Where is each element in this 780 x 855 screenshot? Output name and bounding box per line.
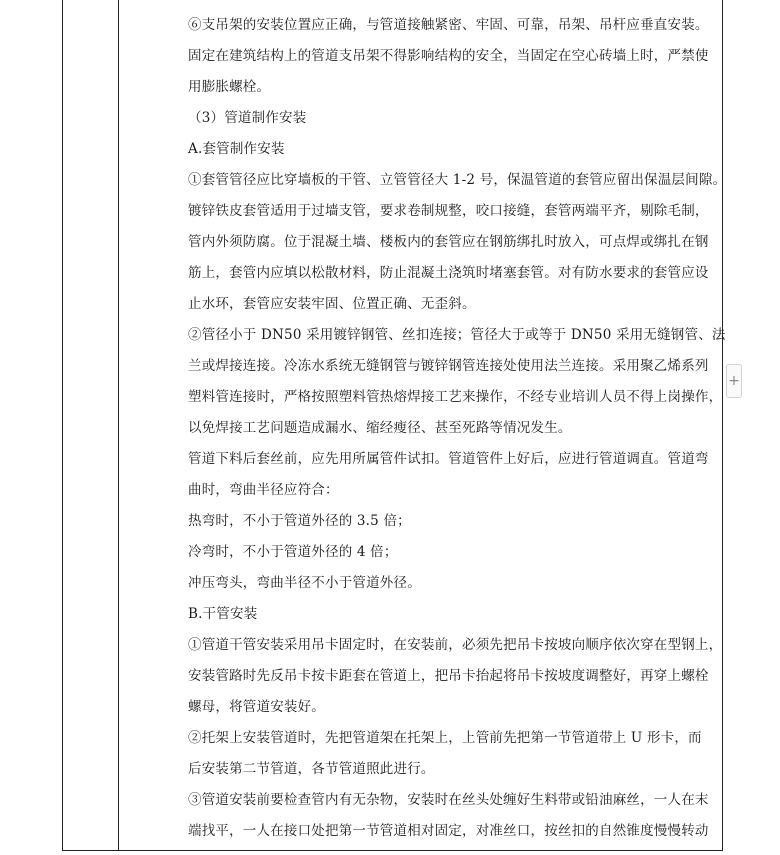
text-line: 管内外须防腐。位于混凝土墙、楼板内的套管应在钢筋绑扎时放入，可点焊或绑扎在钢 [188,234,709,250]
text-line: ③管道安装前要检查管内有无杂物，安装时在丝头处缠好生料带或铅油麻丝，一人在末 [188,792,709,808]
text-line: ①管道干管安装采用吊卡固定时，在安装前，必须先把吊卡按坡向顺序依次穿在型钢上， [188,637,723,653]
text-line: 安装管路时先反吊卡按卡距套在管道上，把吊卡抬起将吊卡按坡度调整好，再穿上螺栓 [188,668,709,684]
table-column-divider [118,0,119,851]
text-line: ②托架上安装管道时，先把管道架在托架上，上管前先把第一节管道带上 U 形卡，而 [188,730,702,746]
text-line: 用膨胀螺栓。 [188,79,271,95]
text-line: ①套管管径应比穿墙板的干管、立管管径大 1-2 号，保温管道的套管应留出保温层间隙。 [188,172,727,188]
text-line: 塑料管连接时，严格按照塑料管热熔焊接工艺来操作，不经专业培训人员不得上岗操作， [188,389,723,405]
text-line: A.套管制作安装 [188,141,285,157]
text-line: 管道下料后套丝前，应先用所属管件试扣。管道管件上好后，应进行管道调直。管道弯 [188,451,709,467]
text-line: 曲时，弯曲半径应符合： [188,482,339,498]
document-content [188,10,727,847]
text-line: 固定在建筑结构上的管道支吊架不得影响结构的安全，当固定在空心砖墙上时，严禁使 [188,48,709,64]
text-line: 冲压弯头，弯曲半径不小于管道外径。 [188,575,421,591]
plus-icon: + [728,373,740,389]
text-line: 螺母，将管道安装好。 [188,699,325,715]
text-line: B.干管安装 [188,606,258,622]
text-line: 止水环，套管应安装牢固、位置正确、无歪斜。 [188,296,476,312]
expand-panel-button[interactable] [726,364,742,398]
text-line: ②管径小于 DN50 采用镀锌钢管、丝扣连接；管径大于或等于 DN50 采用无缝钢管、法 [188,327,726,343]
text-line: 冷弯时，不小于管道外径的 4 倍； [188,544,398,560]
text-line: ⑥支吊架的安装位置应正确，与管道接触紧密、牢固、可靠，吊架、吊杆应垂直安装。 [188,17,709,33]
text-line: 后安装第二节管道，各节管道照此进行。 [188,761,435,777]
text-line: 筋上，套管内应填以松散材料，防止混凝土浇筑时堵塞套管。对有防水要求的套管应设 [188,265,709,281]
text-line: 以免焊接工艺问题造成漏水、缩经瘦径、甚至死路等情况发生。 [188,420,572,436]
text-line: （3）管道制作安装 [188,110,307,126]
text-line: 热弯时，不小于管道外径的 3.5 倍； [188,513,411,529]
text-line: 镀锌铁皮套管适用于过墙支管，要求卷制规整，咬口接缝，套管两端平齐，剔除毛制， [188,203,709,219]
text-line: 兰或焊接连接。冷冻水系统无缝钢管与镀锌钢管连接处使用法兰连接。采用聚乙烯系列 [188,358,709,374]
text-line: 端找平，一人在接口处把第一节管道相对固定，对准丝口，按丝扣的自然锥度慢慢转动 [188,823,709,839]
